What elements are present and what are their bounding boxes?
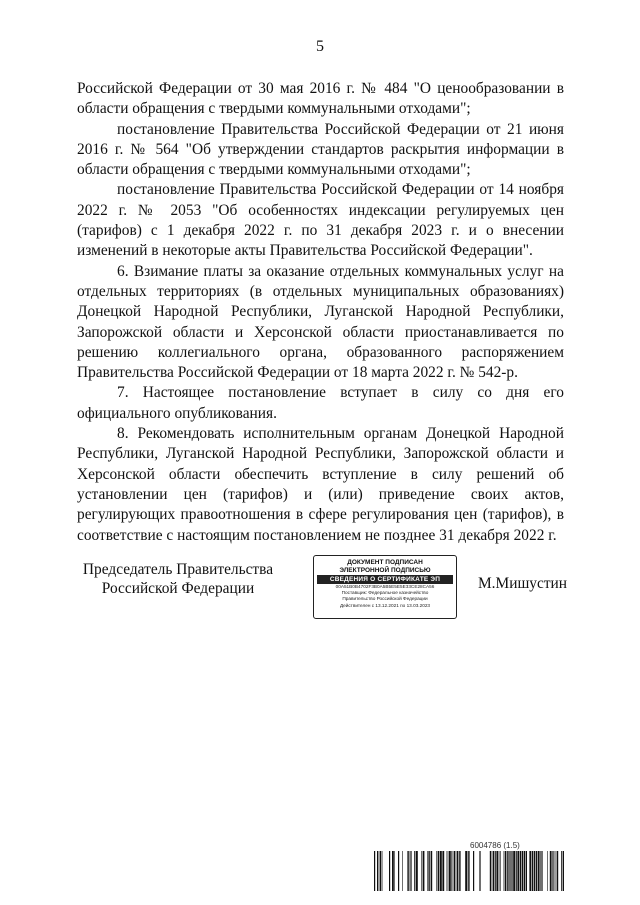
stamp-serial: 00A51B0B4702F3B0A5B5E5E5E33CE28CA56 [335,584,435,589]
electronic-signature-stamp [313,555,457,619]
signatory-name: М.Мишустин [478,575,568,592]
paragraph: 7. Настоящее постановление вступает в силу со дня его официального опубликования. [77,384,564,422]
paragraph: 8. Рекомендовать исполнительным органам Донецкой Народной Республики, Луганской Народной Республики, Запорожской области и Херсонской области обеспечить вступление в силу решений об установлении цен (тарифов) и (или) приведение своих актов, регулирующих правоотношения в сфере регулирования цен (тарифов), в соответствие с настоящим постановлением не позднее 31 декабря 2022 г. [77,425,564,544]
stamp-owner: Правительство Российской Федерации [342,596,428,602]
paragraph: постановление Правительства Российской Федерации от 14 ноября 2022 г. № 2053 "Об особенностях индексации регулируемых цен (тарифов) с 1 декабря 2022 г. по 31 декабря 2023 г. и о внесении изменений в некоторые акты Правительства Российской Федерации". [77,181,564,260]
signatory-position [78,560,278,598]
paragraph: 6. Взимание платы за оказание отдельных коммунальных услуг на отдельных территориях (в отдельных муниципальных образованиях) Донецкой Народной Республики, Луганской Народной Республики, Запорожской области и Херсонской области приостанавливается по решению коллегиального органа, образованного распоряжением Правительства Российской Федерации от 18 марта 2022 г. № 542-р. [77,262,564,382]
paragraph: постановление Правительства Российской Федерации от 21 июня 2016 г. № 564 "Об утверждении стандартов раскрытия информации в области обращения с твердыми коммунальными отходами"; [77,120,564,179]
document-body [77,79,564,546]
stamp-validity: Действителен с 13.12.2021 по 13.03.2023 [339,602,431,608]
paragraph: Российской Федерации от 30 мая 2016 г. № 484 "О ценообразовании в области обращения с твердыми коммунальными отходами"; [77,80,564,118]
stamp-provider: Поставщик: Федеральное казначейство [341,590,429,596]
stamp-title [314,559,456,574]
barcode-image [374,851,564,891]
stamp-certificate-bar: СВЕДЕНИЯ О СЕРТИФИКАТЕ ЭП [317,575,453,584]
stamp-line: ДОКУМЕНТ ПОДПИСАН [347,559,423,566]
page-number: 5 [316,38,324,55]
position-line: Председатель Правительства [82,561,274,578]
position-line: Российской Федерации [101,580,255,597]
barcode-id: 6004786 (1.5) [470,841,520,850]
stamp-line: ЭЛЕКТРОННОЙ ПОДПИСЬЮ [339,566,431,574]
